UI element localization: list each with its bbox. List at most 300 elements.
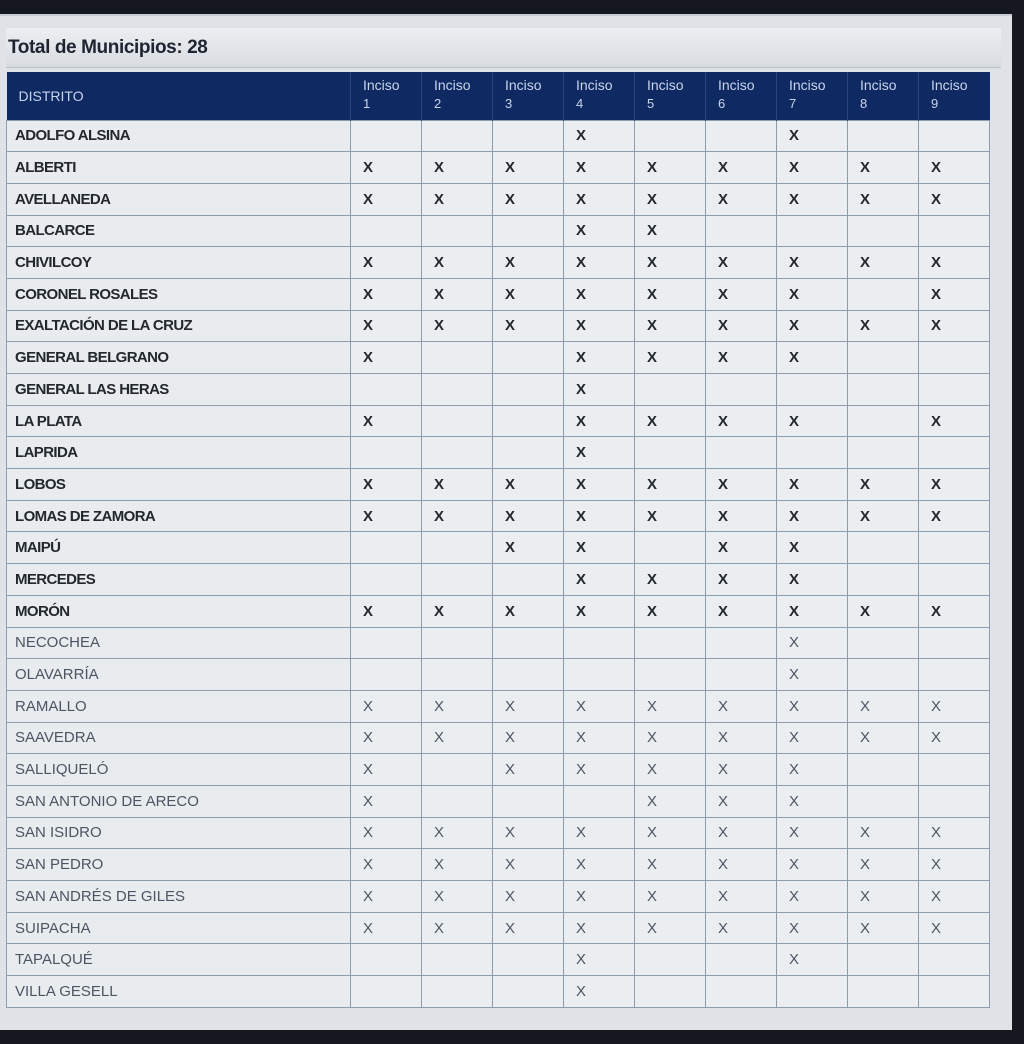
- inciso-6-cell: X: [706, 722, 777, 754]
- inciso-5-cell: [635, 627, 706, 659]
- district-name: VILLA GESELL: [7, 976, 351, 1008]
- inciso-3-cell: [493, 342, 564, 374]
- municipios-table: [6, 72, 990, 1008]
- inciso-6-cell: X: [706, 912, 777, 944]
- inciso-4-cell: X: [564, 532, 635, 564]
- inciso-2-cell: X: [422, 849, 493, 881]
- inciso-4-cell: X: [564, 215, 635, 247]
- inciso-3-cell: [493, 374, 564, 406]
- column-header-label: Inciso: [718, 77, 755, 93]
- inciso-5-cell: X: [635, 469, 706, 501]
- table-header: [7, 72, 990, 120]
- inciso-3-cell: [493, 944, 564, 976]
- district-name: EXALTACIÓN DE LA CRUZ: [7, 310, 351, 342]
- inciso-2-cell: X: [422, 595, 493, 627]
- inciso-1-cell: [351, 564, 422, 596]
- column-header-number: 4: [576, 96, 584, 111]
- district-name: SAN ANTONIO DE ARECO: [7, 785, 351, 817]
- inciso-5-cell: X: [635, 247, 706, 279]
- inciso-3-cell: [493, 785, 564, 817]
- district-name: SAN ISIDRO: [7, 817, 351, 849]
- inciso-5-cell: X: [635, 849, 706, 881]
- inciso-7-cell: X: [777, 659, 848, 691]
- inciso-3-cell: X: [493, 817, 564, 849]
- inciso-4-cell: X: [564, 310, 635, 342]
- inciso-7-cell: X: [777, 532, 848, 564]
- inciso-3-cell: X: [493, 532, 564, 564]
- table-row: [7, 247, 990, 279]
- inciso-4-cell: X: [564, 754, 635, 786]
- inciso-8-cell: X: [848, 690, 919, 722]
- district-name: MAIPÚ: [7, 532, 351, 564]
- district-name: GENERAL LAS HERAS: [7, 374, 351, 406]
- inciso-5-cell: X: [635, 817, 706, 849]
- inciso-9-cell: X: [919, 278, 990, 310]
- table-body: [7, 120, 990, 1007]
- inciso-5-cell: [635, 437, 706, 469]
- inciso-9-cell: X: [919, 183, 990, 215]
- inciso-5-cell: X: [635, 500, 706, 532]
- column-header-label: Inciso: [363, 77, 400, 93]
- inciso-3-cell: X: [493, 469, 564, 501]
- inciso-9-cell: X: [919, 722, 990, 754]
- inciso-1-cell: X: [351, 690, 422, 722]
- inciso-2-cell: [422, 754, 493, 786]
- inciso-8-cell: [848, 120, 919, 152]
- district-name: CHIVILCOY: [7, 247, 351, 279]
- inciso-8-cell: X: [848, 310, 919, 342]
- column-header-label: Inciso: [789, 77, 826, 93]
- district-name: OLAVARRÍA: [7, 659, 351, 691]
- inciso-9-cell: [919, 120, 990, 152]
- inciso-6-cell: [706, 627, 777, 659]
- inciso-4-cell: X: [564, 881, 635, 913]
- table-row: [7, 944, 990, 976]
- inciso-5-cell: [635, 374, 706, 406]
- inciso-3-cell: X: [493, 881, 564, 913]
- inciso-6-cell: X: [706, 595, 777, 627]
- column-header-number: 6: [718, 96, 726, 111]
- inciso-8-cell: [848, 278, 919, 310]
- inciso-5-cell: [635, 976, 706, 1008]
- inciso-3-cell: X: [493, 310, 564, 342]
- table-row: [7, 627, 990, 659]
- inciso-9-cell: X: [919, 690, 990, 722]
- column-header-inciso-5: [635, 72, 706, 120]
- inciso-8-cell: [848, 532, 919, 564]
- inciso-8-cell: [848, 437, 919, 469]
- inciso-4-cell: X: [564, 500, 635, 532]
- inciso-5-cell: [635, 120, 706, 152]
- inciso-1-cell: [351, 627, 422, 659]
- inciso-9-cell: [919, 437, 990, 469]
- table-row: [7, 754, 990, 786]
- inciso-1-cell: [351, 944, 422, 976]
- table-row: [7, 183, 990, 215]
- inciso-6-cell: X: [706, 754, 777, 786]
- inciso-2-cell: [422, 374, 493, 406]
- inciso-5-cell: X: [635, 152, 706, 184]
- inciso-7-cell: X: [777, 120, 848, 152]
- table-row: [7, 659, 990, 691]
- table-row: [7, 722, 990, 754]
- inciso-2-cell: [422, 976, 493, 1008]
- inciso-8-cell: X: [848, 469, 919, 501]
- inciso-7-cell: X: [777, 595, 848, 627]
- inciso-4-cell: [564, 659, 635, 691]
- column-header-inciso-3: [493, 72, 564, 120]
- inciso-3-cell: [493, 120, 564, 152]
- inciso-3-cell: X: [493, 849, 564, 881]
- table-row: [7, 120, 990, 152]
- inciso-3-cell: X: [493, 722, 564, 754]
- column-header-inciso-9: [919, 72, 990, 120]
- district-name: RAMALLO: [7, 690, 351, 722]
- inciso-9-cell: [919, 215, 990, 247]
- inciso-9-cell: X: [919, 152, 990, 184]
- district-name: SAN ANDRÉS DE GILES: [7, 881, 351, 913]
- inciso-2-cell: X: [422, 278, 493, 310]
- inciso-9-cell: [919, 659, 990, 691]
- inciso-1-cell: [351, 120, 422, 152]
- district-name: LAPRIDA: [7, 437, 351, 469]
- inciso-4-cell: [564, 627, 635, 659]
- inciso-3-cell: [493, 627, 564, 659]
- table-row: [7, 278, 990, 310]
- inciso-5-cell: X: [635, 595, 706, 627]
- inciso-2-cell: X: [422, 722, 493, 754]
- inciso-7-cell: X: [777, 342, 848, 374]
- inciso-2-cell: [422, 785, 493, 817]
- inciso-2-cell: [422, 215, 493, 247]
- inciso-5-cell: X: [635, 881, 706, 913]
- district-name: BALCARCE: [7, 215, 351, 247]
- inciso-3-cell: [493, 564, 564, 596]
- table-row: [7, 817, 990, 849]
- inciso-1-cell: X: [351, 405, 422, 437]
- district-name: SAAVEDRA: [7, 722, 351, 754]
- inciso-3-cell: X: [493, 247, 564, 279]
- inciso-5-cell: X: [635, 278, 706, 310]
- column-header-inciso-2: [422, 72, 493, 120]
- table-row: [7, 690, 990, 722]
- inciso-2-cell: [422, 437, 493, 469]
- inciso-4-cell: X: [564, 595, 635, 627]
- inciso-6-cell: [706, 120, 777, 152]
- inciso-2-cell: X: [422, 912, 493, 944]
- inciso-9-cell: X: [919, 817, 990, 849]
- inciso-5-cell: [635, 532, 706, 564]
- inciso-6-cell: [706, 944, 777, 976]
- inciso-3-cell: [493, 405, 564, 437]
- inciso-7-cell: X: [777, 785, 848, 817]
- table-row: [7, 532, 990, 564]
- inciso-2-cell: X: [422, 817, 493, 849]
- inciso-1-cell: [351, 437, 422, 469]
- table-row: [7, 500, 990, 532]
- inciso-5-cell: X: [635, 785, 706, 817]
- inciso-5-cell: [635, 659, 706, 691]
- inciso-7-cell: X: [777, 754, 848, 786]
- inciso-8-cell: X: [848, 722, 919, 754]
- inciso-7-cell: X: [777, 722, 848, 754]
- district-name: MERCEDES: [7, 564, 351, 596]
- inciso-1-cell: [351, 659, 422, 691]
- inciso-6-cell: X: [706, 817, 777, 849]
- inciso-5-cell: X: [635, 215, 706, 247]
- district-name: ADOLFO ALSINA: [7, 120, 351, 152]
- inciso-4-cell: X: [564, 976, 635, 1008]
- inciso-6-cell: [706, 976, 777, 1008]
- inciso-5-cell: X: [635, 722, 706, 754]
- inciso-8-cell: X: [848, 912, 919, 944]
- inciso-9-cell: X: [919, 500, 990, 532]
- inciso-9-cell: [919, 564, 990, 596]
- inciso-8-cell: [848, 976, 919, 1008]
- column-header-label: Inciso: [860, 77, 897, 93]
- inciso-4-cell: X: [564, 944, 635, 976]
- inciso-7-cell: X: [777, 152, 848, 184]
- table-row: [7, 310, 990, 342]
- inciso-2-cell: [422, 659, 493, 691]
- inciso-4-cell: X: [564, 183, 635, 215]
- inciso-4-cell: X: [564, 690, 635, 722]
- inciso-4-cell: X: [564, 849, 635, 881]
- inciso-8-cell: X: [848, 849, 919, 881]
- inciso-6-cell: X: [706, 247, 777, 279]
- inciso-2-cell: [422, 120, 493, 152]
- inciso-4-cell: X: [564, 722, 635, 754]
- column-header-number: 2: [434, 96, 442, 111]
- table-row: [7, 152, 990, 184]
- column-header-inciso-4: [564, 72, 635, 120]
- inciso-7-cell: X: [777, 817, 848, 849]
- district-name: AVELLANEDA: [7, 183, 351, 215]
- column-header-number: 1: [363, 96, 371, 111]
- inciso-8-cell: [848, 342, 919, 374]
- district-name: LOBOS: [7, 469, 351, 501]
- inciso-1-cell: X: [351, 754, 422, 786]
- inciso-5-cell: X: [635, 690, 706, 722]
- inciso-7-cell: X: [777, 849, 848, 881]
- inciso-8-cell: [848, 944, 919, 976]
- inciso-5-cell: X: [635, 342, 706, 374]
- column-header-label: Inciso: [434, 77, 471, 93]
- inciso-1-cell: X: [351, 817, 422, 849]
- inciso-1-cell: X: [351, 881, 422, 913]
- inciso-1-cell: X: [351, 310, 422, 342]
- inciso-8-cell: [848, 405, 919, 437]
- inciso-6-cell: X: [706, 564, 777, 596]
- inciso-4-cell: X: [564, 278, 635, 310]
- district-name: GENERAL BELGRANO: [7, 342, 351, 374]
- inciso-7-cell: X: [777, 627, 848, 659]
- inciso-9-cell: [919, 532, 990, 564]
- inciso-8-cell: X: [848, 183, 919, 215]
- district-name: SUIPACHA: [7, 912, 351, 944]
- inciso-1-cell: X: [351, 469, 422, 501]
- inciso-2-cell: X: [422, 881, 493, 913]
- inciso-9-cell: X: [919, 405, 990, 437]
- district-name: LA PLATA: [7, 405, 351, 437]
- column-header-number: 7: [789, 96, 797, 111]
- table-row: [7, 405, 990, 437]
- column-header-inciso-7: [777, 72, 848, 120]
- inciso-1-cell: [351, 215, 422, 247]
- table-row: [7, 595, 990, 627]
- inciso-7-cell: [777, 437, 848, 469]
- inciso-3-cell: X: [493, 595, 564, 627]
- inciso-8-cell: [848, 374, 919, 406]
- inciso-6-cell: X: [706, 469, 777, 501]
- inciso-2-cell: [422, 342, 493, 374]
- table-row: [7, 976, 990, 1008]
- inciso-7-cell: X: [777, 944, 848, 976]
- inciso-1-cell: X: [351, 247, 422, 279]
- document-frame: [0, 14, 1012, 1030]
- inciso-2-cell: X: [422, 469, 493, 501]
- table-row: [7, 849, 990, 881]
- inciso-7-cell: [777, 976, 848, 1008]
- inciso-6-cell: [706, 374, 777, 406]
- district-name: CORONEL ROSALES: [7, 278, 351, 310]
- inciso-2-cell: [422, 405, 493, 437]
- inciso-7-cell: X: [777, 564, 848, 596]
- inciso-2-cell: [422, 532, 493, 564]
- inciso-8-cell: [848, 215, 919, 247]
- inciso-1-cell: X: [351, 595, 422, 627]
- inciso-3-cell: X: [493, 278, 564, 310]
- inciso-5-cell: [635, 944, 706, 976]
- inciso-6-cell: X: [706, 152, 777, 184]
- inciso-1-cell: [351, 976, 422, 1008]
- inciso-9-cell: [919, 944, 990, 976]
- column-header-label: Inciso: [505, 77, 542, 93]
- table-row: [7, 215, 990, 247]
- inciso-3-cell: X: [493, 500, 564, 532]
- inciso-1-cell: X: [351, 183, 422, 215]
- inciso-8-cell: X: [848, 152, 919, 184]
- inciso-7-cell: X: [777, 183, 848, 215]
- inciso-8-cell: X: [848, 881, 919, 913]
- column-header-number: 5: [647, 96, 655, 111]
- table-row: [7, 564, 990, 596]
- inciso-7-cell: X: [777, 247, 848, 279]
- inciso-4-cell: X: [564, 342, 635, 374]
- inciso-1-cell: X: [351, 722, 422, 754]
- inciso-6-cell: [706, 437, 777, 469]
- inciso-6-cell: X: [706, 278, 777, 310]
- inciso-2-cell: X: [422, 690, 493, 722]
- inciso-9-cell: X: [919, 912, 990, 944]
- inciso-2-cell: X: [422, 183, 493, 215]
- inciso-8-cell: [848, 659, 919, 691]
- table-row: [7, 374, 990, 406]
- inciso-2-cell: X: [422, 500, 493, 532]
- column-header-number: 3: [505, 96, 513, 111]
- inciso-7-cell: X: [777, 500, 848, 532]
- inciso-9-cell: X: [919, 881, 990, 913]
- inciso-9-cell: X: [919, 310, 990, 342]
- inciso-9-cell: [919, 342, 990, 374]
- inciso-9-cell: X: [919, 469, 990, 501]
- inciso-9-cell: [919, 374, 990, 406]
- inciso-3-cell: [493, 215, 564, 247]
- inciso-5-cell: X: [635, 183, 706, 215]
- inciso-5-cell: X: [635, 310, 706, 342]
- inciso-3-cell: X: [493, 912, 564, 944]
- inciso-6-cell: X: [706, 532, 777, 564]
- inciso-4-cell: X: [564, 817, 635, 849]
- district-name: TAPALQUÉ: [7, 944, 351, 976]
- inciso-5-cell: X: [635, 912, 706, 944]
- inciso-6-cell: X: [706, 183, 777, 215]
- inciso-2-cell: [422, 944, 493, 976]
- inciso-4-cell: X: [564, 152, 635, 184]
- inciso-3-cell: X: [493, 754, 564, 786]
- inciso-4-cell: X: [564, 405, 635, 437]
- inciso-7-cell: X: [777, 912, 848, 944]
- inciso-2-cell: [422, 564, 493, 596]
- inciso-1-cell: X: [351, 912, 422, 944]
- inciso-1-cell: X: [351, 152, 422, 184]
- inciso-8-cell: X: [848, 595, 919, 627]
- inciso-2-cell: X: [422, 152, 493, 184]
- inciso-4-cell: X: [564, 374, 635, 406]
- inciso-6-cell: X: [706, 849, 777, 881]
- header-row: [7, 72, 990, 120]
- district-name: ALBERTI: [7, 152, 351, 184]
- column-header-number: 8: [860, 96, 868, 111]
- inciso-8-cell: [848, 785, 919, 817]
- inciso-6-cell: X: [706, 785, 777, 817]
- inciso-4-cell: X: [564, 912, 635, 944]
- inciso-2-cell: X: [422, 247, 493, 279]
- inciso-9-cell: X: [919, 247, 990, 279]
- inciso-3-cell: X: [493, 183, 564, 215]
- table-row: [7, 469, 990, 501]
- column-header-number: 9: [931, 96, 939, 111]
- inciso-8-cell: [848, 754, 919, 786]
- inciso-4-cell: [564, 785, 635, 817]
- inciso-8-cell: [848, 627, 919, 659]
- inciso-4-cell: X: [564, 120, 635, 152]
- column-header-label: Inciso: [576, 77, 613, 93]
- inciso-1-cell: X: [351, 278, 422, 310]
- inciso-6-cell: X: [706, 310, 777, 342]
- column-header-distrito: DISTRITO: [7, 72, 351, 120]
- inciso-1-cell: X: [351, 849, 422, 881]
- inciso-6-cell: [706, 659, 777, 691]
- inciso-6-cell: [706, 215, 777, 247]
- column-header-inciso-1: [351, 72, 422, 120]
- inciso-5-cell: X: [635, 754, 706, 786]
- inciso-5-cell: X: [635, 564, 706, 596]
- inciso-5-cell: X: [635, 405, 706, 437]
- inciso-9-cell: [919, 627, 990, 659]
- table-row: [7, 342, 990, 374]
- inciso-3-cell: [493, 659, 564, 691]
- inciso-9-cell: [919, 785, 990, 817]
- column-header-label: Inciso: [931, 77, 968, 93]
- inciso-7-cell: X: [777, 881, 848, 913]
- inciso-1-cell: X: [351, 342, 422, 374]
- inciso-6-cell: X: [706, 881, 777, 913]
- inciso-8-cell: X: [848, 247, 919, 279]
- inciso-3-cell: X: [493, 690, 564, 722]
- district-name: MORÓN: [7, 595, 351, 627]
- inciso-4-cell: X: [564, 437, 635, 469]
